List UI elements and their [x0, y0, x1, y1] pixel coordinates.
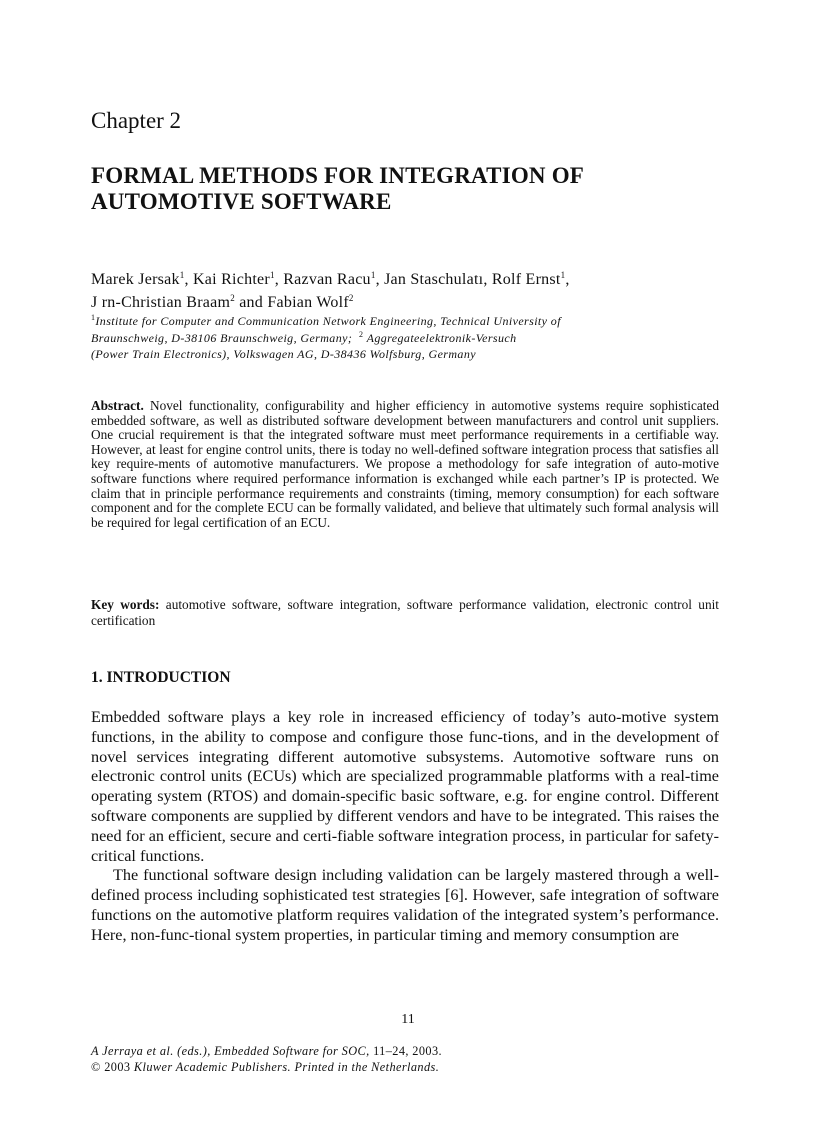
- author-name: Rolf Ernst: [491, 271, 561, 288]
- copyright-symbol: ©: [91, 1060, 101, 1074]
- author-name: Kai Richter: [193, 271, 270, 288]
- affiliation-mark: 1: [560, 270, 566, 280]
- abstract-text: Novel functionality, configurability and higher efficiency in automotive systems require sophisticated embedded software, as well as distributed software development between manufacturers and control unit suppliers. One crucial requirement is that the integrated software must meet performance requirements in a certifiable way. However, at least for engine control units, there is today no well-defined software integration process that satisfies all key require-ments of automotive manufacturers. We propose a methodology for safe integration of auto-motive software functions where required performance information is exchanged while each partner’s IP is protected. We claim that in principle performance requirements and constraints (timing, memory consumption) for each software component and for the complete ECU can be formally validated, and believe that ultimately such formal analysis will be required for legal certification of an ECU.: [91, 398, 719, 530]
- affiliation-line-3: (Power Train Electronics), Volkswagen AG, D-38436 Wolfsburg, Germany: [91, 347, 476, 361]
- affiliation-mark: 2: [359, 330, 364, 339]
- author-name: Fabian Wolf: [267, 294, 349, 311]
- affiliation-line-2: [91, 330, 517, 346]
- page-number: 11: [401, 1012, 415, 1027]
- author-name: Marek Jersak: [91, 271, 180, 288]
- footer-citation: [91, 1044, 442, 1059]
- abstract: [91, 399, 719, 530]
- section-body: [91, 708, 719, 946]
- title-line-1: FORMAL METHODS FOR INTEGRATION OF: [91, 163, 585, 188]
- author-name: Razvan Racu: [283, 271, 371, 288]
- copyright-year: 2003: [104, 1060, 131, 1074]
- author-line-2: J rn-Christian Braam$^2$ and Fabian Wolf$^2$: [91, 293, 354, 311]
- abstract-label: Abstract.: [91, 398, 144, 413]
- copyright-text: Kluwer Academic Publishers. Printed in the Netherlands.: [133, 1060, 440, 1074]
- footer-citation-source: A Jerraya et al. (eds.), Embedded Software for SOC,: [91, 1044, 370, 1058]
- footer-citation-pages: 11–24, 2003.: [373, 1044, 442, 1058]
- affiliation-line-1: [91, 313, 561, 329]
- footer-copyright: [91, 1060, 439, 1075]
- affiliation-mark: 2: [348, 293, 354, 303]
- section-heading: 1. INTRODUCTION: [91, 669, 231, 686]
- affiliation-mark: 1: [370, 270, 376, 280]
- keywords-text: automotive software, software integration, software performance validation, electronic control unit certification: [91, 597, 719, 628]
- paragraph: The functional software design including validation can be largely mastered through a well-defined process including sophisticated test strategies [6]. However, safe integration of software functions on the automotive platform requires validation of the integrated system’s performance. Here, non-func-tional system properties, in particular timing and memory consumption are: [91, 866, 719, 944]
- keywords: [91, 597, 719, 628]
- affiliation-mark: 1: [179, 270, 185, 280]
- affiliation-mark: 1: [91, 313, 96, 322]
- affiliation-2-part1: Aggregateelektronik-Versuch: [366, 331, 517, 345]
- affiliation-1-part2: Braunschweig, D-38106 Braunschweig, Germany;: [91, 331, 353, 345]
- chapter-label: Chapter 2: [91, 108, 182, 133]
- paragraph: Embedded software plays a key role in increased efficiency of today’s auto-motive system functions, in the ability to compose and configure those func-tions, and in the development of novel services integrating different automotive subsystems. Automotive software runs on electronic control units (ECUs) which are specialized programmable platforms with a real-time operating system (RTOS) and domain-specific basic software, e.g. for engine control. Different software components are supplied by different vendors and have to be integrated. This raises the need for an efficient, secure and certi-fiable software integration process, in particular for safety-critical functions.: [91, 708, 719, 865]
- affiliation-mark: 2: [230, 293, 235, 303]
- affiliation-1-part1: Institute for Computer and Communication Network Engineering, Technical University of: [95, 314, 561, 328]
- keywords-label: Key words:: [91, 597, 160, 612]
- author-line-1: Marek Jersak$^1$, Kai Richter$^1$, Razvan Racu$^1$, Jan Staschulatı, Rolf Ernst$^1$,: [91, 270, 570, 288]
- affiliation-mark: 1: [269, 270, 275, 280]
- title-line-2: AUTOMOTIVE SOFTWARE: [91, 189, 392, 214]
- author-name: Jan Staschulatı: [384, 271, 484, 288]
- author-name: J rn-Christian Braam: [91, 294, 231, 311]
